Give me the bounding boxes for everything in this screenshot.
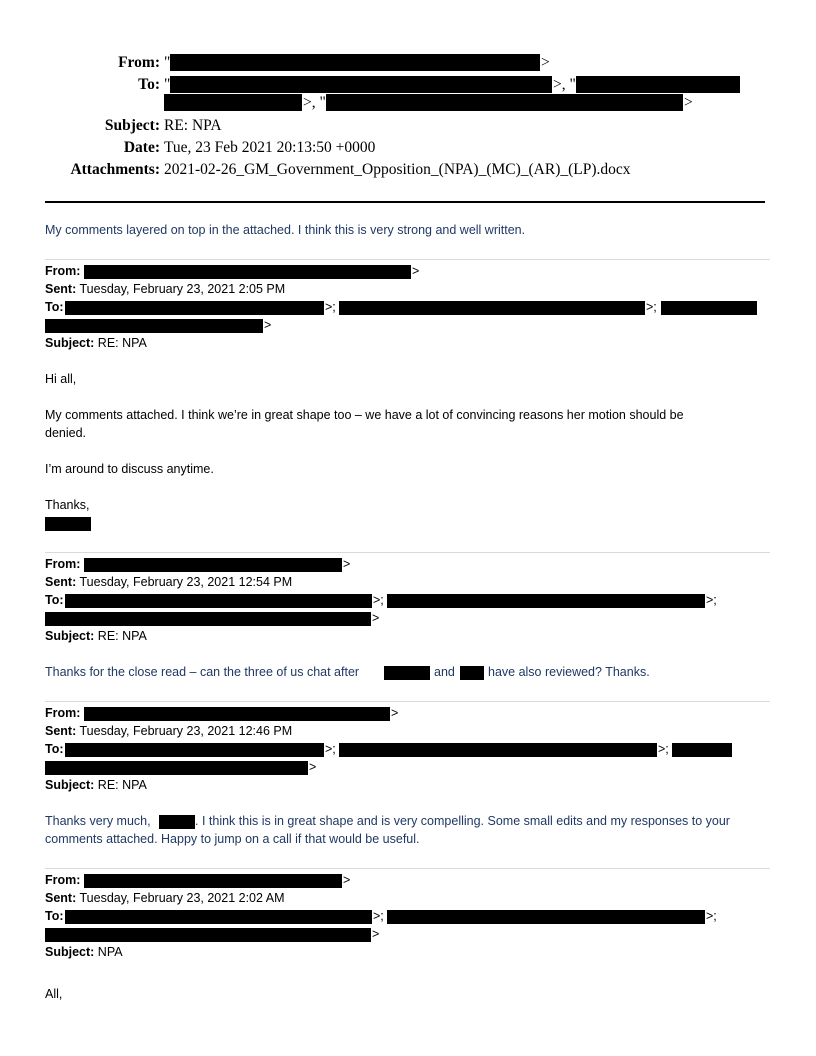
header-from-bracket: > [541, 54, 550, 71]
redaction-bar [84, 558, 342, 572]
redaction-bar [45, 517, 91, 531]
address-bracket: > [391, 706, 399, 720]
message-from-line: From: [45, 873, 81, 887]
redaction-bar [84, 874, 342, 888]
address-separator: >; [658, 742, 669, 756]
top-comment: My comments layered on top in the attached. I think this is very strong and well written. [45, 223, 526, 237]
message-from-line: From: [45, 264, 81, 278]
address-separator: >; [706, 909, 717, 923]
header-to-label: To: [138, 76, 160, 93]
message-body: Thanks for the close read – can the three of us chat after [45, 665, 360, 679]
message-separator [45, 701, 770, 702]
message-separator [45, 552, 770, 553]
redaction-bar [170, 76, 552, 93]
message-subject-line: Subject: RE: NPA [45, 629, 147, 643]
redaction-bar [576, 76, 740, 93]
message-sent-line: Sent: Tuesday, February 23, 2021 2:05 PM [45, 282, 286, 296]
redaction-bar [384, 666, 430, 680]
redaction-bar [339, 301, 645, 315]
redaction-bar [45, 612, 371, 626]
message-body: My comments attached. I think we’re in great shape too – we have a lot of convincing reasons her motion should be [45, 408, 684, 422]
header-to-separator: >, " [303, 94, 326, 111]
redaction-bar [65, 301, 324, 315]
message-from-line: From: [45, 706, 81, 720]
message-body: Thanks very much, [45, 814, 151, 828]
address-bracket: > [372, 611, 380, 625]
message-greeting: All, [45, 987, 63, 1001]
address-separator: >; [325, 742, 336, 756]
message-body: and [434, 665, 455, 679]
message-to-line: To: [45, 742, 64, 756]
header-subject-label: Subject: [104, 117, 160, 134]
message-subject-line: Subject: RE: NPA [45, 336, 147, 350]
header-divider [45, 201, 765, 203]
redaction-bar [65, 743, 324, 757]
attachment-filename[interactable]: 2021-02-26_GM_Government_Opposition_(NPA)_(MC)_(AR)_(LP).docx [164, 161, 631, 178]
redaction-bar [339, 743, 657, 757]
redaction-bar [45, 761, 308, 775]
address-bracket: > [412, 264, 420, 278]
redaction-bar [45, 928, 371, 942]
redaction-bar [661, 301, 757, 315]
message-body: have also reviewed? Thanks. [488, 665, 650, 679]
redaction-bar [84, 707, 390, 721]
address-bracket: > [309, 760, 317, 774]
header-date-label: Date: [123, 139, 160, 156]
redaction-bar [45, 319, 263, 333]
address-bracket: > [372, 927, 380, 941]
address-separator: >; [706, 593, 717, 607]
address-bracket: > [264, 318, 272, 332]
address-bracket: > [343, 557, 351, 571]
header-to-quote: " [164, 76, 171, 93]
message-from-line: From: [45, 557, 81, 571]
address-separator: >; [646, 300, 657, 314]
redaction-bar [387, 910, 705, 924]
redaction-bar [164, 94, 302, 111]
message-subject-line: Subject: NPA [45, 945, 123, 959]
redaction-bar [65, 910, 372, 924]
redaction-bar [672, 743, 732, 757]
redaction-bar [65, 594, 372, 608]
address-separator: >; [325, 300, 336, 314]
header-from-label: From: [118, 54, 160, 71]
message-sent-line: Sent: Tuesday, February 23, 2021 12:46 PM [45, 724, 293, 738]
header-attachments-label: Attachments: [70, 161, 160, 178]
redaction-bar [460, 666, 484, 680]
message-separator [45, 868, 770, 869]
redaction-bar [170, 54, 540, 71]
message-sent-line: Sent: Tuesday, February 23, 2021 2:02 AM [45, 891, 285, 905]
address-separator: >; [373, 593, 384, 607]
message-separator [45, 259, 770, 260]
header-date-value: Tue, 23 Feb 2021 20:13:50 +0000 [164, 139, 376, 156]
message-to-line: To: [45, 300, 64, 314]
redaction-bar [326, 94, 683, 111]
header-from-quote: " [164, 54, 171, 71]
address-separator: >; [373, 909, 384, 923]
header-to-bracket: > [684, 94, 693, 111]
redaction-bar [84, 265, 411, 279]
message-to-line: To: [45, 909, 64, 923]
address-bracket: > [343, 873, 351, 887]
header-subject-value: RE: NPA [164, 117, 222, 134]
message-closing: I’m around to discuss anytime. [45, 462, 214, 476]
message-to-line: To: [45, 593, 64, 607]
redaction-bar [159, 815, 195, 829]
message-subject-line: Subject: RE: NPA [45, 778, 147, 792]
message-body-cont: denied. [45, 426, 87, 440]
message-body: . I think this is in great shape and is very compelling. Some small edits and my responses to your [195, 814, 730, 828]
header-to-separator: >, " [553, 76, 576, 93]
message-sent-line: Sent: Tuesday, February 23, 2021 12:54 PM [45, 575, 293, 589]
redaction-bar [387, 594, 705, 608]
message-greeting: Hi all, [45, 372, 77, 386]
message-signoff: Thanks, [45, 498, 90, 512]
message-body-cont: comments attached. Happy to jump on a call if that would be useful. [45, 832, 420, 846]
